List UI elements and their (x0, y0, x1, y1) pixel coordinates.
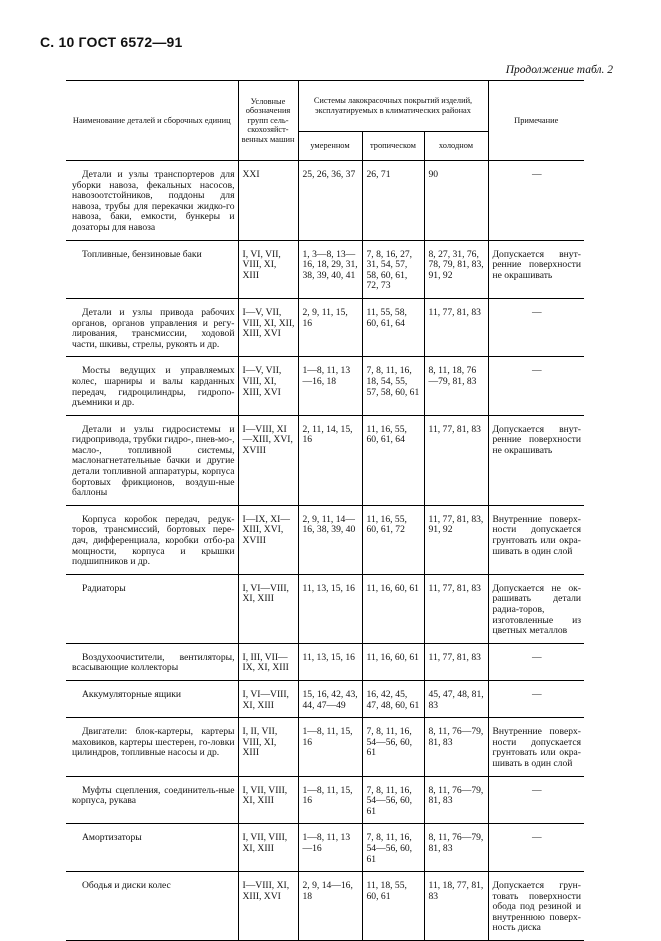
part-name-cell (66, 161, 238, 241)
cold-cell: 11, 77, 81, 83 (424, 643, 488, 680)
cold-cell: 8, 11, 18, 76—79, 81, 83 (424, 357, 488, 415)
groups-cell: I, VI—VIII, XI, XIII (238, 680, 298, 717)
part-name-text: Муфты сцепления, соединитель-ные корпуса, рукава (72, 784, 235, 807)
coatings-table (66, 80, 584, 941)
tropical-cell: 11, 55, 58, 60, 61, 64 (362, 298, 424, 356)
part-name-text: Детали и узлы транспортеров для уборки навоза, фекальных насосов, навозоотстойников, поддоны для навоза, трубы для перекачки жидко-го навоза, баки, емкости, бункеры и дозаторы для навоза (72, 169, 235, 233)
table-row (66, 718, 584, 776)
note-cell: — (488, 161, 584, 241)
moderate-cell: 1, 3—8, 13—16, 18, 29, 31, 38, 39, 40, 41 (298, 240, 362, 298)
cold-cell: 45, 47, 48, 81, 83 (424, 680, 488, 717)
moderate-cell: 2, 11, 14, 15, 16 (298, 415, 362, 505)
part-name-text: Аккумуляторные ящики (82, 688, 182, 700)
part-name-text: Воздухоочистители, вентиляторы, всасывающие коллекторы (72, 651, 235, 674)
part-name-cell (66, 298, 238, 356)
part-name-text: Мосты ведущих и управляемых колес, шарниры и валы карданных передач, гидроцилиндры, гидропо-дъемники и др. (72, 365, 235, 409)
cold-cell: 11, 77, 81, 83 (424, 415, 488, 505)
table-row (66, 643, 584, 680)
cold-cell: 11, 77, 81, 83, 91, 92 (424, 505, 488, 574)
part-name-cell (66, 415, 238, 505)
groups-cell: I, II, VII, VIII, XI, XIII (238, 718, 298, 776)
moderate-cell: 11, 13, 15, 16 (298, 574, 362, 643)
moderate-cell: 2, 9, 11, 14—16, 38, 39, 40 (298, 505, 362, 574)
part-name-cell (66, 505, 238, 574)
page-header: С. 10 ГОСТ 6572—91 (40, 34, 183, 50)
table-row (66, 240, 584, 298)
groups-cell: I, III, VII—IX, XI, XIII (238, 643, 298, 680)
part-name-text: Амортизаторы (82, 832, 142, 844)
tropical-cell: 11, 16, 55, 60, 61, 72 (362, 505, 424, 574)
part-name-cell (66, 680, 238, 717)
part-name-text: Топливные, бензиновые баки (82, 248, 202, 260)
groups-cell: I, VII, VIII, XI, XIII (238, 776, 298, 824)
tropical-cell: 16, 42, 45, 47, 48, 60, 61 (362, 680, 424, 717)
tropical-cell: 11, 18, 55, 60, 61 (362, 872, 424, 941)
part-name-text: Двигатели: блок-картеры, картеры маховиков, картеры шестерен, го-ловки цилиндров, топливные насосы и др. (72, 726, 235, 759)
table-row (66, 574, 584, 643)
table-body (66, 161, 584, 941)
groups-cell: I, VI—VIII, XI, XIII (238, 574, 298, 643)
cold-cell: 8, 11, 76—79, 81, 83 (424, 776, 488, 824)
header-part-name: Наименование деталей и сборочных единиц (66, 81, 238, 161)
part-name-cell (66, 574, 238, 643)
table-row (66, 161, 584, 241)
cold-cell: 8, 11, 76—79, 81, 83 (424, 824, 488, 872)
header-machine-groups: Условные обозначения групп сель-скохозяйст-венных машин (238, 81, 298, 161)
table-row (66, 505, 584, 574)
note-cell: — (488, 776, 584, 824)
moderate-cell: 2, 9, 14—16, 18 (298, 872, 362, 941)
tropical-cell: 7, 8, 11, 16, 18, 54, 55, 57, 58, 60, 61 (362, 357, 424, 415)
groups-cell: I—V, VII, VIII, XI, XIII, XVI (238, 357, 298, 415)
part-name-text: Детали и узлы привода рабочих органов, органов управления и регу-лирования, трансмиссии, ходовой части, шкивы, стрелы, рукоять и др. (72, 306, 235, 350)
moderate-cell: 1—8, 11, 13—16 (298, 824, 362, 872)
table-row (66, 415, 584, 505)
groups-cell: I—IX, XI—XIII, XVI, XVIII (238, 505, 298, 574)
tropical-cell: 26, 71 (362, 161, 424, 241)
note-cell: — (488, 824, 584, 872)
moderate-cell: 25, 26, 36, 37 (298, 161, 362, 241)
note-cell: — (488, 298, 584, 356)
note-cell: — (488, 643, 584, 680)
table-continuation-label: Продолжение табл. 2 (505, 64, 613, 76)
table-row (66, 298, 584, 356)
cold-cell: 8, 27, 31, 76, 78, 79, 81, 83, 91, 92 (424, 240, 488, 298)
part-name-cell (66, 357, 238, 415)
note-cell: Допускается не ок-рашивать детали радиа-торов, изготовленные из цветных металлов (488, 574, 584, 643)
moderate-cell: 11, 13, 15, 16 (298, 643, 362, 680)
groups-cell: I, VI, VII, VIII, XI, XIII (238, 240, 298, 298)
part-name-cell (66, 643, 238, 680)
part-name-text: Детали и узлы гидросистемы и гидропривода, трубки гидро-, пнев-мо-, масло-, топливной системы, маслонагнетательные бачки и другие детали топливной аппаратуры, корпуса бортовых фрикционов, воздуш-ные баллоны (72, 423, 235, 499)
table-row (66, 776, 584, 824)
tropical-cell: 11, 16, 55, 60, 61, 64 (362, 415, 424, 505)
part-name-cell (66, 240, 238, 298)
note-cell: Допускается внут-ренние поверхности не окрашивать (488, 240, 584, 298)
note-cell: Допускается внут-ренние поверхности не окрашивать (488, 415, 584, 505)
header-tropical: тропическом (362, 132, 424, 161)
moderate-cell: 1—8, 11, 15, 16 (298, 718, 362, 776)
part-name-text: Ободья и диски колес (82, 880, 171, 892)
moderate-cell: 1—8, 11, 15, 16 (298, 776, 362, 824)
note-cell: Допускается грун-товать поверхности обода под резиной и внутреннюю поверх-ность диска (488, 872, 584, 941)
tropical-cell: 7, 8, 16, 27, 31, 54, 57, 58, 60, 61, 72, 73 (362, 240, 424, 298)
part-name-cell (66, 872, 238, 941)
cold-cell: 90 (424, 161, 488, 241)
groups-cell: I—V, VII, VIII, XI, XII, XIII, XVI (238, 298, 298, 356)
header-note: Примечание (488, 81, 584, 161)
tropical-cell: 7, 8, 11, 16, 54—56, 60, 61 (362, 718, 424, 776)
cold-cell: 8, 11, 76—79, 81, 83 (424, 718, 488, 776)
groups-cell: I, VII, VIII, XI, XIII (238, 824, 298, 872)
moderate-cell: 15, 16, 42, 43, 44, 47—49 (298, 680, 362, 717)
part-name-text: Корпуса коробок передач, редук-торов, трансмиссий, бортовых пере-дач, дифференциала, коробки отбо-ра мощности, корпуса и крышки подшипников и др. (72, 513, 235, 568)
cold-cell: 11, 77, 81, 83 (424, 574, 488, 643)
note-cell: — (488, 680, 584, 717)
note-cell: — (488, 357, 584, 415)
moderate-cell: 1—8, 11, 13—16, 18 (298, 357, 362, 415)
groups-cell: XXI (238, 161, 298, 241)
header-cold: холодном (424, 132, 488, 161)
part-name-cell (66, 824, 238, 872)
note-cell: Внутренние поверх-ности допускается грунтовать или окра-шивать в один слой (488, 718, 584, 776)
cold-cell: 11, 77, 81, 83 (424, 298, 488, 356)
groups-cell: I—VIII, XI, XIII, XVI (238, 872, 298, 941)
note-cell: Внутренние поверх-ности допускается грунтовать или окра-шивать в один слой (488, 505, 584, 574)
table-row (66, 680, 584, 717)
moderate-cell: 2, 9, 11, 15, 16 (298, 298, 362, 356)
tropical-cell: 7, 8, 11, 16, 54—56, 60, 61 (362, 824, 424, 872)
tropical-cell: 7, 8, 11, 16, 54—56, 60, 61 (362, 776, 424, 824)
cold-cell: 11, 18, 77, 81, 83 (424, 872, 488, 941)
groups-cell: I—VIII, XI—XIII, XVI, XVIII (238, 415, 298, 505)
header-moderate: умеренном (298, 132, 362, 161)
table-row (66, 357, 584, 415)
part-name-text: Радиаторы (82, 582, 126, 594)
table-row (66, 824, 584, 872)
tropical-cell: 11, 16, 60, 61 (362, 574, 424, 643)
part-name-cell (66, 776, 238, 824)
table-row (66, 872, 584, 941)
tropical-cell: 11, 16, 60, 61 (362, 643, 424, 680)
part-name-cell (66, 718, 238, 776)
header-coating-systems: Системы лакокрасочных покрытий изделий, эксплуатируемых в климатических районах (298, 81, 488, 132)
